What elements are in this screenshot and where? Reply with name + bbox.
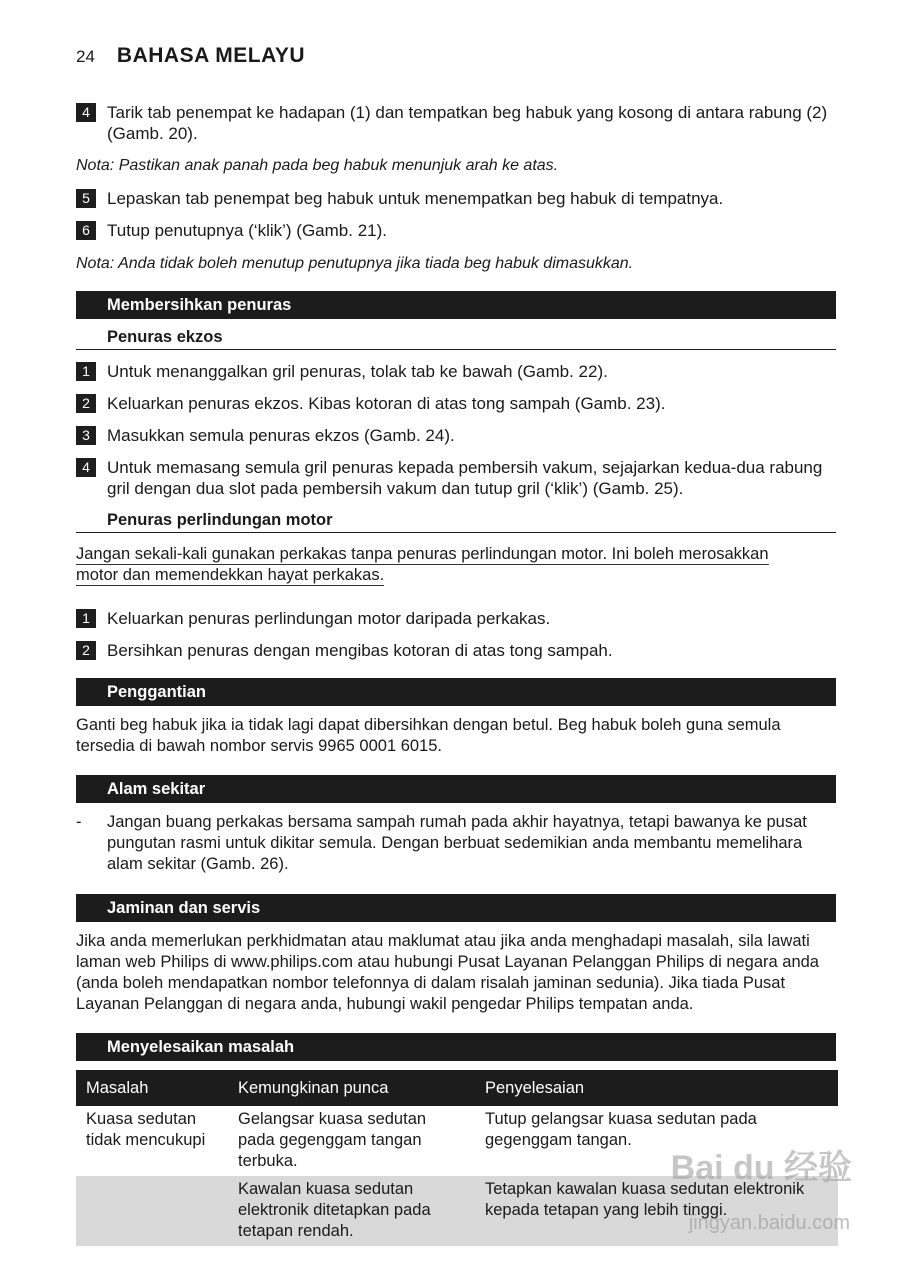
step-item [76,188,836,209]
step-text: Bersihkan penuras dengan mengibas kotoran di atas tong sampah. [107,641,613,660]
cell-problem: Kuasa sedutan tidak mencukupi [86,1110,206,1149]
step-item [76,425,836,446]
replacement-text: Ganti beg habuk jika ia tidak lagi dapat dibersihkan dengan betul. Beg habuk boleh guna semula tersedia di bawah nombor servis 9965 0001 6015. [76,716,781,755]
cell-solution: Tutup gelangsar kuasa sedutan pada gegenggam tangan. [485,1110,757,1149]
step-number: 4 [76,103,96,122]
step-number: 3 [76,426,96,445]
step-item [76,220,836,241]
step-item [76,608,836,629]
step-text: Untuk menanggalkan gril penuras, tolak tab ke bawah (Gamb. 22). [107,362,608,381]
step-item [76,640,836,661]
subheading-motor-filter: Penuras perlindungan motor [76,509,836,533]
column-header-cause: Kemungkinan punca [228,1070,475,1106]
step-number: 2 [76,394,96,413]
step-item [76,457,836,499]
warning-line: Jangan sekali-kali gunakan perkakas tanpa penuras perlindungan motor. Ini boleh merosakkan [76,545,769,563]
step-item [76,102,836,144]
step-text: Tutup penutupnya (‘klik’) (Gamb. 21). [107,221,387,240]
column-header-solution: Penyelesaian [475,1070,838,1106]
step-item [76,361,836,382]
step-number: 1 [76,362,96,381]
warning-text [76,544,806,586]
step-text: Keluarkan penuras perlindungan motor daripada perkakas. [107,609,551,628]
step-text: Keluarkan penuras ekzos. Kibas kotoran di atas tong sampah (Gamb. 23). [107,394,666,413]
subheading-exhaust-filter: Penuras ekzos [76,326,836,350]
step-number: 1 [76,609,96,628]
bullet-dash: - [76,813,82,831]
watermark-logo: Bai du 经验 [670,1149,852,1187]
step-number: 4 [76,458,96,477]
page-language-title: BAHASA MELAYU [116,44,306,67]
environment-text: Jangan buang perkakas bersama sampah rumah pada akhir hayatnya, tetapi bawanya ke pusat pungutan rasmi untuk dikitar semula. Dengan berbuat sedemikian anda membantu memelihara alam sekitar (Gamb. 26). [107,813,807,873]
watermark-url: jingyan.baidu.com [688,1212,850,1234]
section-heading-guarantee: Jaminan dan servis [76,894,836,922]
section-heading-replacement: Penggantian [76,678,836,706]
section-heading-environment: Alam sekitar [76,775,836,803]
note: Nota: Anda tidak boleh menutup penutupnya jika tiada beg habuk dimasukkan. [76,255,634,272]
step-number: 6 [76,221,96,240]
note: Nota: Pastikan anak panah pada beg habuk menunjuk arah ke atas. [76,157,559,174]
column-header-problem: Masalah [76,1070,228,1106]
cell-cause: Kawalan kuasa sedutan elektronik ditetapkan pada tetapan rendah. [228,1176,475,1246]
cell-solution: Tetapkan kawalan kuasa sedutan elektronik kepada tetapan yang lebih tinggi. [475,1176,838,1246]
environment-bullet-item [76,812,836,875]
step-text: Lepaskan tab penempat beg habuk untuk menempatkan beg habuk di tempatnya. [107,189,724,208]
step-text: Untuk memasang semula gril penuras kepada pembersih vakum, sejajarkan kedua-dua rabung gril dengan dua slot pada pembersih vakum dan tutup gril (‘klik’) (Gamb. 25). [107,458,823,498]
page-header [76,44,305,68]
cell-cause: Gelangsar kuasa sedutan pada gegenggam tangan terbuka. [238,1110,427,1170]
table-header-row [76,1070,838,1106]
step-number: 5 [76,189,96,208]
cell-problem [76,1176,228,1246]
guarantee-text: Jika anda memerlukan perkhidmatan atau maklumat atau jika anda menghadapi masalah, sila lawati laman web Philips di www.philips.com atau hubungi Pusat Layanan Pelanggan Philips di negara anda (anda boleh mendapatkan nombor telefonnya di dalam risalah jaminan sedunia). Jika tiada Pusat Layanan Pelanggan di negara anda, hubungi wakil pengedar Philips tempatan anda. [76,932,819,1013]
page-number: 24 [76,47,95,66]
step-text: Tarik tab penempat ke hadapan (1) dan tempatkan beg habuk yang kosong di antara rabung (2) (Gamb. 20). [107,103,828,143]
warning-line: motor dan memendekkan hayat perkakas. [76,566,385,584]
section-heading-cleaning: Membersihkan penuras [76,291,836,319]
step-item [76,393,836,414]
section-heading-troubleshooting: Menyelesaikan masalah [76,1033,836,1061]
step-number: 2 [76,641,96,660]
step-text: Masukkan semula penuras ekzos (Gamb. 24). [107,426,455,445]
